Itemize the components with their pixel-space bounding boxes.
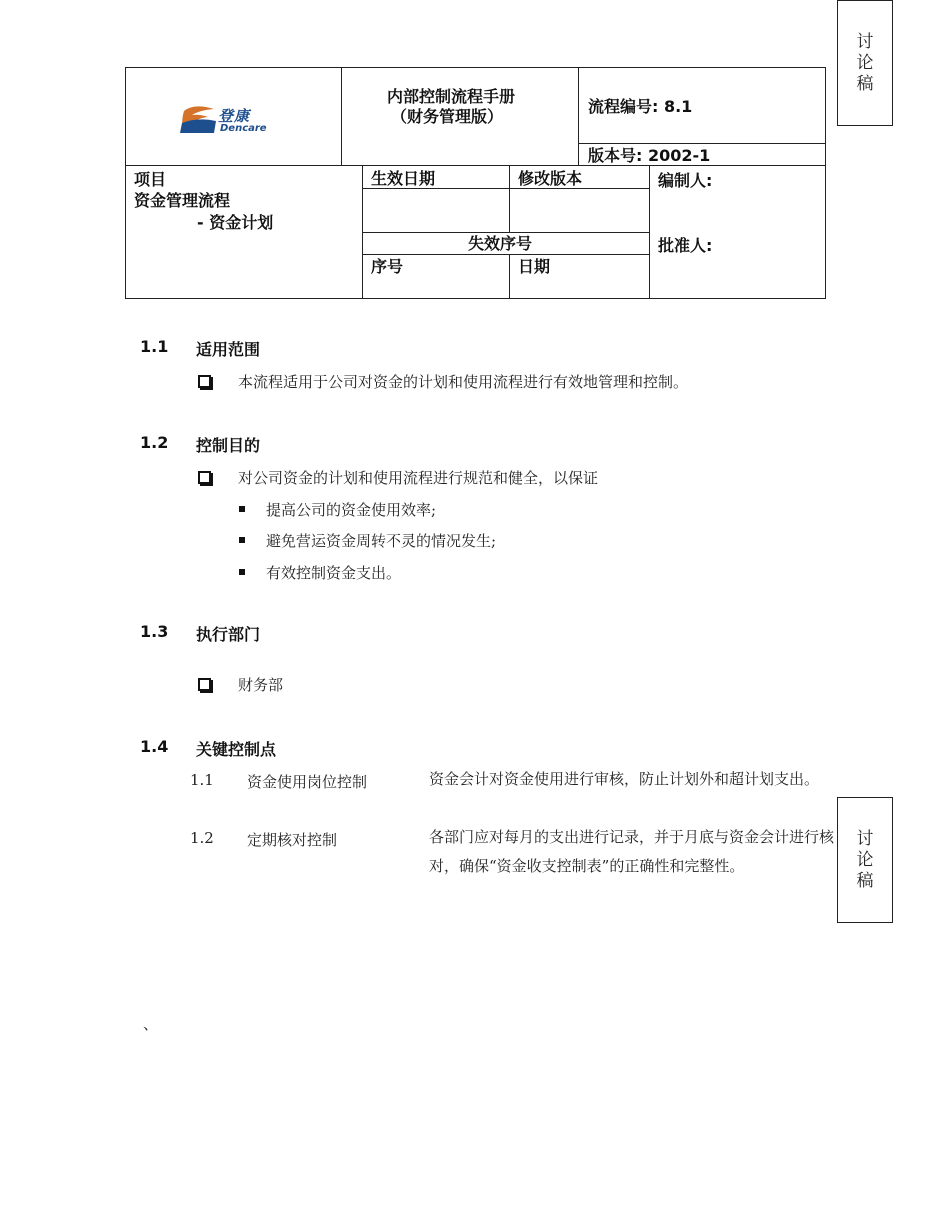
approver-label: 批准人: bbox=[658, 236, 713, 255]
sub-bullet-text: 有效控制资金支出。 bbox=[266, 564, 402, 582]
section-number: 1.4 bbox=[140, 737, 169, 756]
manual-title: 内部控制流程手册 bbox=[387, 87, 516, 106]
version-number: 版本号: 2002-1 bbox=[588, 146, 711, 165]
company-logo bbox=[180, 103, 280, 139]
control-name: 资金使用岗位控制 bbox=[247, 773, 368, 791]
section-number: 1.1 bbox=[140, 337, 169, 356]
box-bullet-icon bbox=[198, 375, 211, 388]
header-table bbox=[125, 67, 826, 299]
sub-bullet-text: 提高公司的资金使用效率; bbox=[266, 501, 437, 519]
process-number: 流程编号: 8.1 bbox=[588, 97, 693, 116]
editor-label: 编制人: bbox=[658, 171, 713, 190]
sub-bullet-text: 避免营运资金周转不灵的情况发生; bbox=[266, 532, 497, 550]
square-bullet-icon bbox=[239, 537, 245, 543]
expiry-seq-label: 失效序号 bbox=[468, 234, 533, 253]
trailing-mark: 、 bbox=[143, 1015, 159, 1033]
stamp-char: 讨 bbox=[856, 31, 874, 52]
stamp-char: 稿 bbox=[856, 73, 874, 94]
revision-label: 修改版本 bbox=[518, 169, 583, 188]
logo-brand-cn: 登康 bbox=[218, 107, 251, 125]
draft-stamp-middle bbox=[837, 797, 893, 923]
control-description: 资金会计对资金使用进行审核，防止计划外和超计划支出。 bbox=[429, 770, 820, 788]
control-number: 1.2 bbox=[190, 829, 214, 847]
stamp-char: 论 bbox=[856, 849, 874, 870]
stamp-char: 论 bbox=[856, 52, 874, 73]
section-title: 关键控制点 bbox=[196, 740, 277, 759]
item-value-line2: - 资金计划 bbox=[197, 213, 274, 232]
square-bullet-icon bbox=[239, 569, 245, 575]
square-bullet-icon bbox=[239, 506, 245, 512]
stamp-char: 讨 bbox=[856, 828, 874, 849]
logo-brand-en: Dencare bbox=[220, 123, 267, 134]
box-bullet-icon bbox=[198, 471, 211, 484]
section-number: 1.3 bbox=[140, 622, 169, 641]
section-title: 执行部门 bbox=[196, 625, 261, 644]
control-description: 各部门应对每月的支出进行记录，并于月底与资金会计进行核对，确保“资金收支控制表”的正确性和完整性。 bbox=[429, 828, 835, 875]
manual-subtitle: （财务管理版） bbox=[391, 107, 504, 126]
bullet-text: 对公司资金的计划和使用流程进行规范和健全，以保证 bbox=[238, 469, 599, 487]
date-label: 日期 bbox=[518, 257, 551, 276]
effective-date-label: 生效日期 bbox=[371, 169, 436, 188]
section-number: 1.2 bbox=[140, 433, 169, 452]
control-number: 1.1 bbox=[190, 771, 214, 789]
section-title: 控制目的 bbox=[196, 436, 261, 455]
logo-mark-icon bbox=[180, 105, 220, 135]
item-value-line1: 资金管理流程 bbox=[134, 191, 231, 210]
control-name: 定期核对控制 bbox=[247, 831, 338, 849]
item-label: 项目 bbox=[134, 170, 167, 189]
bullet-text: 本流程适用于公司对资金的计划和使用流程进行有效地管理和控制。 bbox=[238, 373, 689, 391]
bullet-text: 财务部 bbox=[238, 676, 284, 694]
box-bullet-icon bbox=[198, 678, 211, 691]
section-title: 适用范围 bbox=[196, 340, 261, 359]
seq-label: 序号 bbox=[371, 257, 404, 276]
stamp-char: 稿 bbox=[856, 870, 874, 891]
draft-stamp-top bbox=[837, 0, 893, 126]
